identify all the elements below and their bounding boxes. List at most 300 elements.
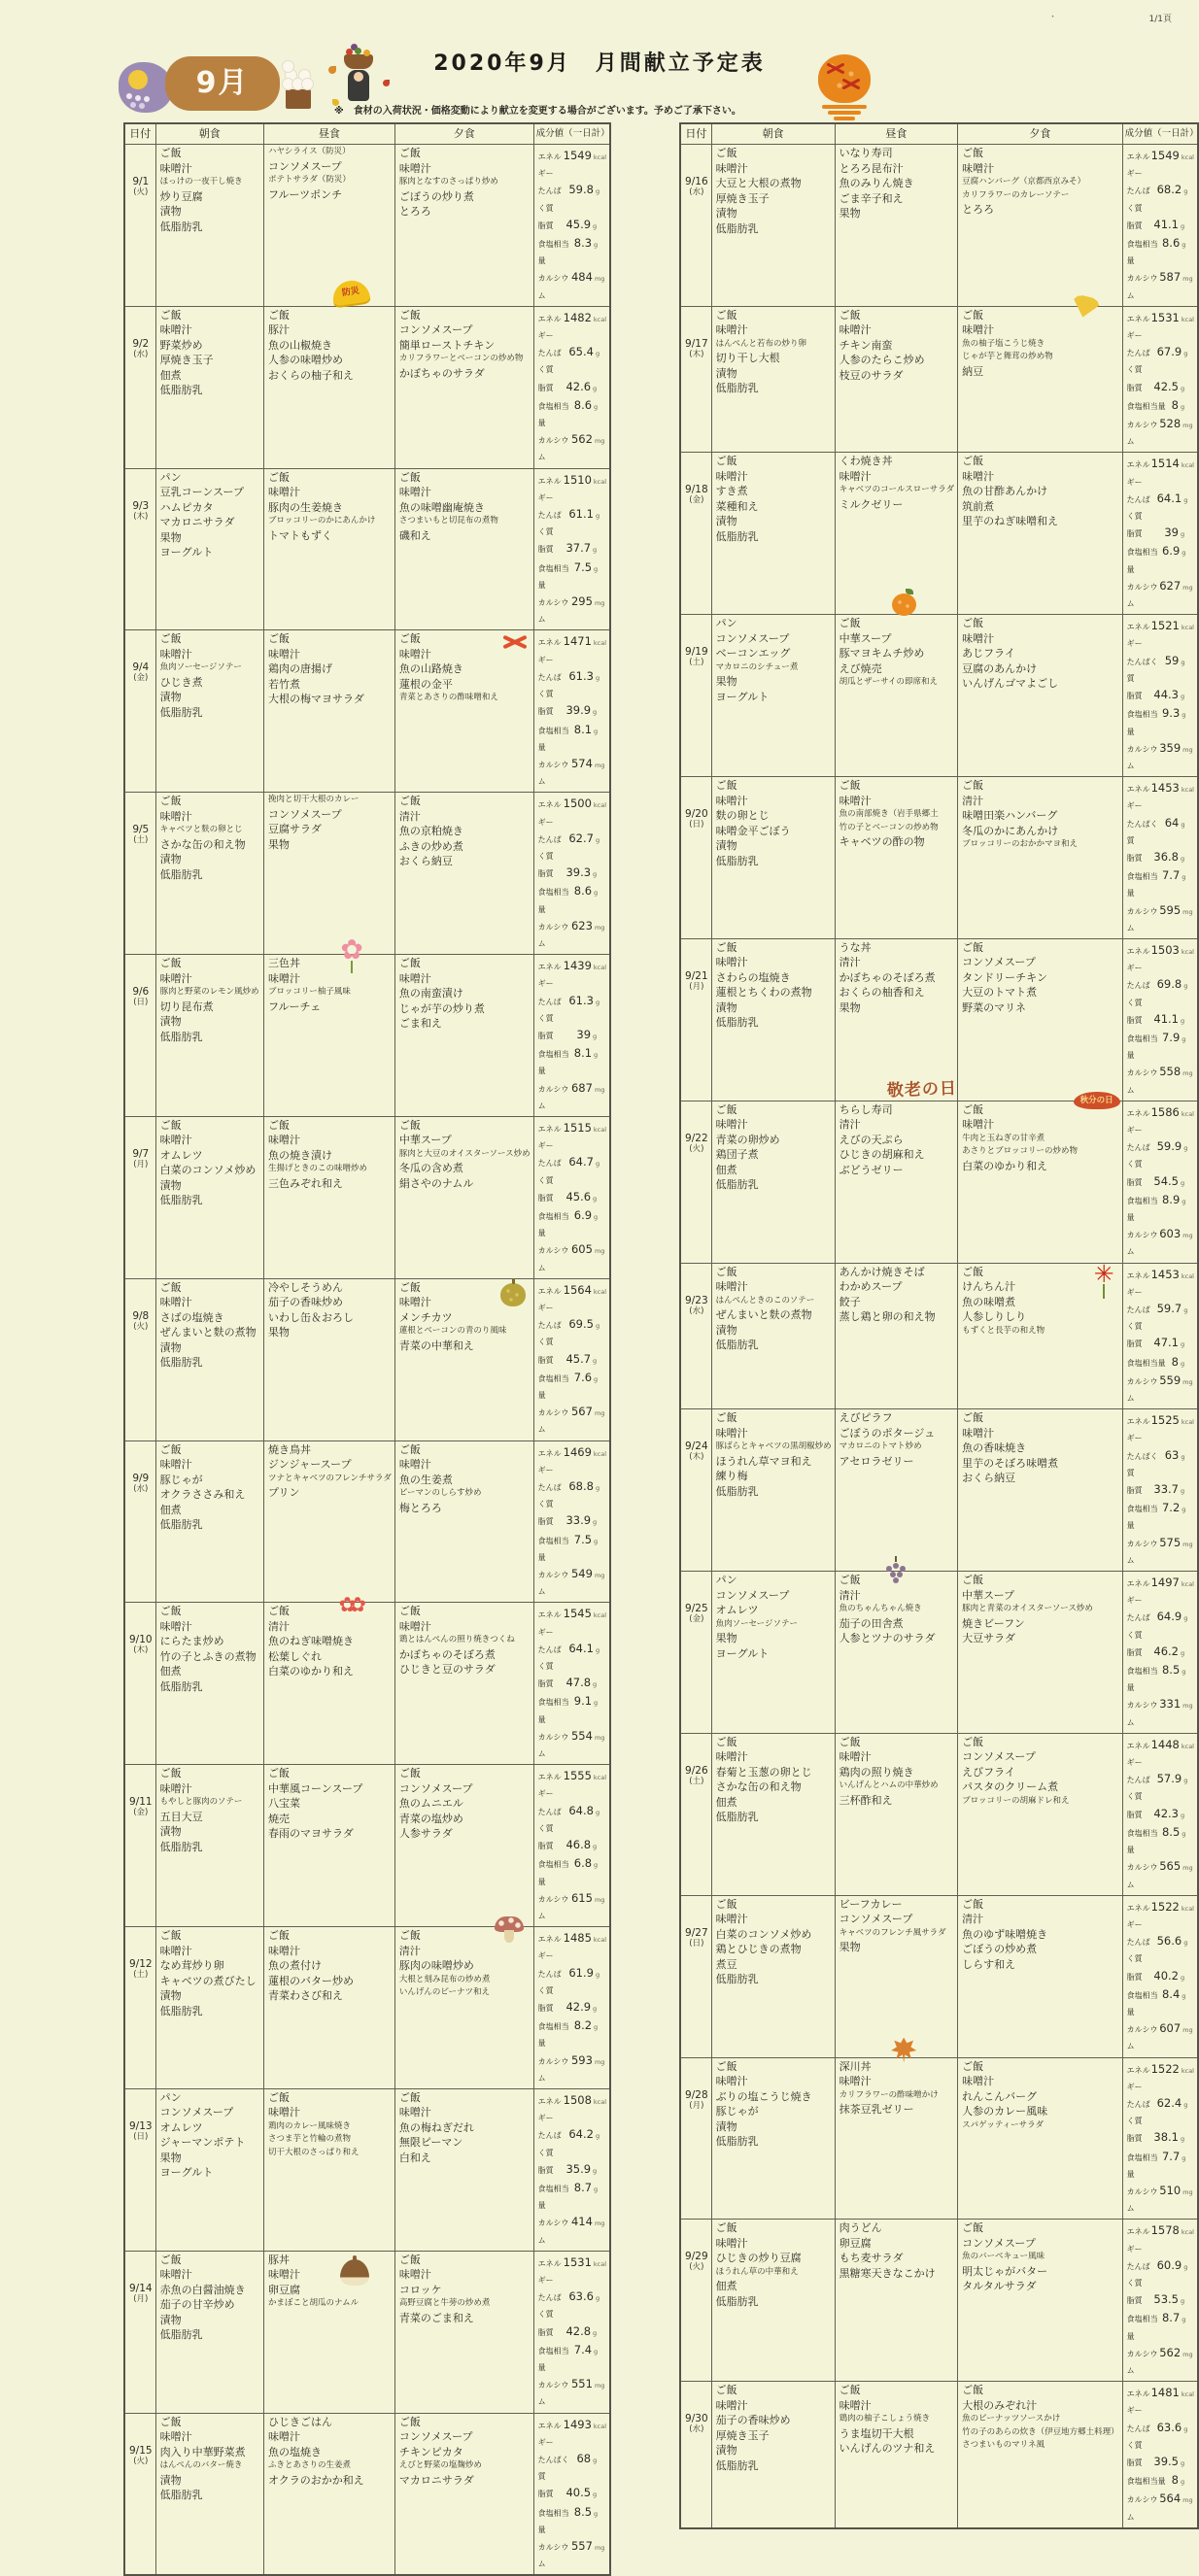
menu-item: 清汁 (962, 1913, 984, 1926)
menu-item: ご飯 (268, 308, 290, 322)
menu-item: ご飯 (962, 617, 984, 630)
lunch-cell (264, 468, 395, 630)
nutrition-label: カルシウム (1126, 744, 1158, 770)
menu-item: ふきの炒め煮 (398, 839, 463, 853)
menu-item: ご飯 (268, 1929, 290, 1943)
lunch-cell (835, 145, 958, 307)
nutrition-row (538, 1282, 606, 1316)
nutrition-label: たんぱく質 (1126, 1143, 1150, 1169)
menu-item: 低脂肪乳 (715, 221, 759, 235)
nutrition-unit: g (594, 2023, 599, 2032)
nutrition-row (1127, 2020, 1194, 2054)
menu-row (680, 1572, 1198, 1734)
nutrition-row (538, 593, 606, 627)
weekday-label: (土) (133, 1970, 149, 1981)
nutrition-label: エネルギー (537, 1448, 562, 1474)
nutrition-label: カルシウム (537, 1246, 569, 1272)
dinner-cell (958, 1409, 1123, 1572)
menu-item: コンソメスープ (398, 1781, 473, 1795)
menu-item: 切干大根のさっぱり和え (268, 2147, 360, 2157)
nutrition-unit: g (594, 727, 599, 735)
date-cell (680, 1101, 711, 1263)
menu-row (680, 1101, 1198, 1263)
nutrition-unit: g (1181, 1340, 1185, 1349)
menu-row (680, 1263, 1198, 1409)
nutrition-unit: g (595, 350, 600, 358)
menu-item: チキン南蛮 (839, 338, 893, 352)
menu-item: ご飯 (962, 1574, 984, 1587)
menu-item: 厚焼き玉子 (715, 191, 770, 205)
nutrition-cell (533, 2413, 610, 2575)
menu-item: フルーツポンチ (268, 187, 343, 201)
nutrition-label: たんぱく質 (1126, 1938, 1150, 1964)
nutrition-unit: g (1181, 2459, 1185, 2467)
nutrition-unit: mg (1182, 1702, 1193, 1711)
menu-item: 低脂肪乳 (159, 1356, 203, 1370)
menu-item: 佃煮 (715, 1163, 737, 1176)
weekday-label: (月) (689, 2100, 704, 2111)
menu-item: 焼売 (268, 1812, 290, 1825)
date-label: 9/18 (685, 484, 708, 496)
nutrition-row (1127, 1354, 1194, 1373)
nutrition-row (538, 1837, 606, 1855)
menu-item: もち麦サラダ (839, 2252, 904, 2265)
menu-item: 果物 (715, 675, 737, 689)
menu-item: ブロッコリー柚子風味 (268, 987, 351, 998)
nutrition-unit: g (595, 512, 600, 521)
menu-item: キャベツと麩の卵とじ (159, 825, 243, 835)
date-label: 9/9 (132, 1472, 150, 1484)
menu-table-second-half (679, 122, 1199, 2529)
nutrition-label: たんぱく質 (537, 2131, 562, 2157)
nutrition-value: 62.7 (568, 830, 594, 845)
nutrition-row (1127, 942, 1194, 976)
date-cell (680, 1895, 711, 2057)
dinner-cell (958, 1733, 1123, 1895)
nutrition-value: 6.9 (1161, 544, 1181, 559)
nutrition-label: 食塩相当量 (537, 1050, 569, 1076)
nutrition-row (538, 1606, 606, 1640)
date-cell (680, 1733, 711, 1895)
nutrition-value: 1525 (1150, 1413, 1180, 1428)
nutrition-label: 食塩相当量 (1126, 401, 1166, 411)
menu-item: 清汁 (839, 1588, 861, 1602)
menu-item: 魚の梅ねぎだれ (398, 2120, 474, 2134)
nutrition-row (1127, 1481, 1194, 1500)
lunch-cell (835, 2382, 958, 2528)
menu-item: オムレツ (715, 1604, 759, 1617)
nutrition-value: 1493 (563, 2417, 592, 2431)
nutrition-value: 41.1 (1153, 1011, 1179, 1026)
menu-change-notice: ※ 食材の入荷状況・価格変動により献立を変更する場合がございます。予めご了承下さい。 (334, 106, 741, 117)
date-cell (680, 2382, 711, 2528)
menu-item: えびの天ぷら (839, 1133, 904, 1146)
dragonfly-icon (826, 62, 845, 74)
menu-item: 低脂肪乳 (715, 1178, 759, 1192)
nutrition-label: エネルギー (1126, 785, 1150, 811)
nutrition-value: 1522 (1150, 2061, 1180, 2076)
menu-item: 梅とろろ (398, 1501, 442, 1514)
menu-item: ご飯 (398, 1605, 421, 1618)
nutrition-unit: mg (1182, 1069, 1193, 1078)
nutrition-row (1127, 2061, 1194, 2095)
nutrition-label: エネルギー (537, 963, 562, 989)
menu-item: 魚の山路焼き (398, 662, 463, 676)
breakfast-cell (155, 145, 263, 307)
date-cell (680, 938, 711, 1101)
nutrition-value: 593 (570, 2052, 593, 2067)
nutrition-label: たんぱく質 (1126, 657, 1158, 683)
nutrition-unit: kcal (1181, 461, 1194, 470)
nutrition-label: 脂質 (1126, 1810, 1143, 1819)
menu-item: 味噌汁 (962, 1426, 995, 1440)
nutrition-unit: kcal (593, 1287, 607, 1296)
dinner-cell (958, 1895, 1123, 2057)
menu-item: 漬物 (159, 2473, 182, 2487)
nutrition-unit: g (594, 1374, 599, 1383)
menu-item: ご飯 (962, 308, 984, 322)
breakfast-cell (711, 1409, 835, 1572)
menu-item: ご飯 (715, 2059, 737, 2073)
nutrition-cell (1122, 2057, 1198, 2220)
nutrition-row (538, 1351, 606, 1370)
date-cell (124, 1278, 155, 1441)
nutrition-value: 64.9 (1156, 1610, 1182, 1624)
menu-item: いんげんとハムの中華炒め (839, 1780, 939, 1791)
nutrition-unit: g (1183, 2262, 1188, 2271)
nutrition-label: たんぱく質 (537, 1807, 562, 1833)
nutrition-row (538, 1207, 606, 1241)
date-cell (680, 145, 711, 307)
menu-item: もやしと豚肉のソテー (159, 1797, 243, 1808)
nutrition-label: たんぱく質 (1126, 186, 1150, 213)
menu-item: 清汁 (839, 956, 861, 969)
nutrition-row (538, 2017, 606, 2051)
nutrition-value: 1469 (563, 1444, 592, 1459)
menu-item: さつま芋と竹輪の煮物 (268, 2134, 352, 2145)
nutrition-unit: g (1182, 1991, 1186, 2000)
nutrition-value: 1564 (563, 1282, 592, 1297)
nutrition-row (538, 2538, 606, 2572)
nutrition-row (538, 1316, 606, 1350)
menu-item: ぜんまいと麩の煮物 (715, 1308, 812, 1322)
menu-item: 味噌汁 (159, 1619, 192, 1633)
document-header (0, 0, 1199, 122)
menu-item: コンソメスープ (268, 159, 342, 173)
menu-item: ご飯 (839, 779, 861, 793)
dinner-cell (394, 1603, 533, 1765)
menu-item: 魚の生姜煮 (398, 1473, 453, 1486)
nutrition-value: 1510 (563, 472, 592, 487)
nutrition-row (538, 1930, 606, 1964)
menu-item: 白菜のゆかり和え (962, 1159, 1048, 1172)
nutrition-unit: kcal (593, 2259, 607, 2268)
menu-item: 味噌汁 (159, 971, 192, 985)
menu-item: ごぼうのポタージュ (839, 1426, 936, 1440)
nutrition-cell (533, 2088, 610, 2251)
menu-item: ぶどうゼリー (839, 1163, 904, 1176)
menu-item: 大根のみぞれ汁 (962, 2398, 1038, 2412)
menu-item: 肉入り中華野菜煮 (159, 2445, 246, 2458)
dinner-cell (958, 2382, 1123, 2528)
menu-item: フルーチェ (268, 1000, 322, 1013)
menu-item: ご飯 (962, 1735, 984, 1748)
dinner-cell (958, 938, 1123, 1101)
nutrition-label: 脂質 (1126, 1647, 1143, 1657)
nutrition-unit: g (595, 1645, 600, 1654)
dinner-cell (394, 2088, 533, 2251)
menu-item: 茄子の田舎煮 (839, 1616, 904, 1630)
weekday-label: (水) (689, 1305, 704, 1316)
nutrition-value: 67.9 (1156, 345, 1182, 359)
menu-item: 納豆 (962, 364, 984, 378)
nutrition-value: 42.8 (565, 2323, 592, 2338)
nutrition-unit: g (594, 1537, 599, 1545)
menu-row (680, 1895, 1198, 2057)
nutrition-unit: g (1183, 2424, 1188, 2433)
breakfast-cell (711, 2057, 835, 2220)
nutrition-unit: kcal (1181, 786, 1194, 795)
menu-item: ちらし寿司 (839, 1102, 893, 1116)
menu-item: 佃煮 (715, 2280, 737, 2293)
nutrition-value: 57.9 (1156, 1772, 1182, 1786)
menu-item: 竹の子とふきの煮物 (159, 1649, 257, 1663)
nutrition-cell (533, 468, 610, 630)
nutrition-unit: g (594, 2509, 599, 2518)
nutrition-value: 1508 (563, 2092, 592, 2107)
menu-item: 低脂肪乳 (159, 384, 203, 397)
lunch-cell (264, 1765, 395, 1927)
nutrition-cell (533, 1603, 610, 1765)
menu-item: 漬物 (159, 691, 182, 704)
nutrition-value: 69.8 (1156, 977, 1182, 992)
nutrition-unit: mg (1182, 2350, 1193, 2358)
nutrition-label: カルシウム (537, 1732, 569, 1759)
menu-item: 煮豆 (715, 1957, 737, 1971)
date-cell (680, 1409, 711, 1572)
nutrition-row (1127, 1609, 1194, 1643)
menu-item: 赤魚の白醤油焼き (159, 2283, 246, 2296)
menu-item: ビーフカレー (839, 1897, 903, 1911)
date-label: 9/30 (685, 2413, 708, 2425)
nutrition-unit: g (1183, 1144, 1188, 1153)
nutrition-value: 565 (1159, 1859, 1182, 1874)
weekday-label: (月) (133, 1159, 149, 1169)
nutrition-unit: g (594, 889, 599, 898)
nutrition-unit: kcal (1181, 2390, 1194, 2399)
nutrition-label: 脂質 (537, 383, 554, 392)
nutrition-row (538, 1404, 606, 1438)
nutrition-cell (1122, 938, 1198, 1101)
menu-item: パン (159, 470, 182, 484)
nutrition-unit: mg (594, 1085, 605, 1094)
nutrition-label: たんぱく質 (537, 1159, 562, 1185)
menu-item: 味噌汁 (159, 2430, 192, 2444)
menu-row (680, 1409, 1198, 1572)
menu-item: ご飯 (839, 1735, 861, 1748)
nutrition-unit: mg (1182, 422, 1193, 430)
menu-item: くわ焼き丼 (839, 455, 893, 468)
nutrition-row (1127, 2385, 1194, 2419)
nutrition-unit: g (595, 835, 600, 844)
nutrition-row (1127, 2291, 1194, 2310)
nutrition-value: 595 (1159, 902, 1182, 917)
nutrition-unit: g (1183, 187, 1188, 196)
menu-item: スパゲッティーサラダ (962, 2119, 1045, 2130)
menu-item: もずくと長芋の和え物 (962, 1325, 1045, 1336)
nutrition-label: 脂質 (1126, 2458, 1143, 2467)
nutrition-row (1127, 653, 1194, 687)
weekday-label: (日) (133, 998, 149, 1008)
menu-item: おくらの柚香和え (839, 986, 925, 1000)
menu-item: 低脂肪乳 (159, 1194, 203, 1207)
menu-item: 白菜のゆかり和え (268, 1665, 354, 1678)
nutrition-row (538, 397, 606, 431)
menu-item: さかな缶の和え物 (159, 837, 246, 851)
menu-item: ご飯 (962, 2059, 984, 2073)
nutrition-unit: g (1181, 384, 1185, 392)
menu-item: 低脂肪乳 (159, 2489, 203, 2502)
nutrition-label: 脂質 (537, 2327, 554, 2337)
nutrition-unit: g (593, 546, 598, 555)
menu-item: 魚のピーナッツソースかけ (962, 2414, 1061, 2424)
nutrition-label: 食塩相当量 (537, 888, 569, 914)
nutrition-unit: g (594, 1699, 599, 1708)
menu-item: 青菜の塩炒め (398, 1812, 463, 1825)
nutrition-value: 562 (570, 432, 593, 447)
weekday-label: (金) (133, 673, 149, 684)
nutrition-label: エネルギー (1126, 1108, 1150, 1135)
menu-item: 練り梅 (715, 1470, 748, 1483)
nutrition-row (1127, 1173, 1194, 1192)
menu-item: ご飯 (839, 2384, 861, 2397)
nutrition-row (538, 668, 606, 702)
date-cell (124, 145, 155, 307)
menu-item: 魚の塩焼き (268, 2445, 322, 2458)
nutrition-value: 1471 (563, 634, 592, 649)
nutrition-row (1127, 1858, 1194, 1892)
nutrition-label: エネルギー (537, 1773, 562, 1799)
nutrition-row (1127, 1644, 1194, 1662)
nutrition-value: 46.2 (1153, 1644, 1179, 1658)
menu-item: ツナとキャベツのフレンチサラダ (268, 1473, 392, 1483)
menu-item: ほうれん草の中華和え (715, 2266, 799, 2277)
nutrition-cell (1122, 2382, 1198, 2528)
nutrition-row (538, 1999, 606, 2017)
nutrition-unit: g (1183, 495, 1188, 504)
nutrition-cell (533, 955, 610, 1117)
nutrition-value: 510 (1159, 2183, 1182, 2197)
flowers-icon: ✿✿ (338, 1593, 360, 1617)
menu-item: ご飯 (962, 1265, 984, 1278)
nutrition-label: 脂質 (537, 1193, 554, 1203)
nutrition-value: 575 (1159, 1535, 1182, 1549)
menu-item: 胡瓜とザーサイの即席和え (839, 677, 939, 688)
dinner-cell (958, 615, 1123, 777)
nutrition-value: 36.8 (1153, 849, 1179, 864)
menu-item: 味噌汁 (268, 971, 300, 985)
menu-item: 果物 (268, 837, 290, 851)
nutrition-row (1127, 2472, 1194, 2491)
menu-item: 味噌汁 (398, 971, 431, 985)
nutrition-value: 8.6 (1161, 236, 1181, 251)
nutrition-value: 64.7 (568, 1155, 594, 1169)
nutrition-label: カルシウム (1126, 582, 1158, 609)
nutrition-label: 脂質 (1126, 2134, 1143, 2144)
menu-item: コンソメスープ (398, 2430, 473, 2444)
nutrition-unit: g (594, 1212, 599, 1221)
menu-item: ご飯 (715, 779, 737, 793)
dinner-cell (394, 145, 533, 307)
menu-item: じゃが芋と舞茸の炒め物 (962, 352, 1053, 362)
menu-item: 鶏肉の柚子こしょう焼き (839, 2414, 931, 2424)
date-label: 9/20 (685, 808, 708, 821)
nutrition-unit: g (595, 2294, 600, 2303)
nutrition-unit: g (1183, 2100, 1188, 2109)
menu-item: 野菜のマリネ (962, 1000, 1026, 1014)
menu-item: 白菜のコンソメ炒め (159, 1164, 257, 1177)
date-cell (680, 2220, 711, 2382)
menu-item: 豚じゃが (159, 1473, 203, 1486)
nutrition-label: 食塩相当量 (537, 401, 569, 428)
nutrition-label: 食塩相当量 (537, 240, 569, 266)
dinner-cell (394, 2413, 533, 2575)
menu-item: 味噌汁 (398, 2106, 431, 2119)
menu-item: ご飯 (398, 1929, 421, 1943)
nutrition-row (1127, 217, 1194, 235)
nutrition-row (1127, 687, 1194, 705)
menu-item: 味噌汁 (159, 1458, 192, 1472)
nutrition-row (1127, 1011, 1194, 1030)
menu-item: 果物 (839, 1941, 861, 1954)
menu-item: はんぺんのバター焼き (159, 2460, 243, 2471)
nutrition-unit: g (1182, 1034, 1186, 1043)
nutrition-row (1127, 740, 1194, 774)
nutrition-value: 1531 (563, 2254, 592, 2269)
menu-item: 豚肉となすのさっぱり炒め (398, 177, 498, 186)
nutrition-label: 食塩相当量 (1126, 2315, 1158, 2341)
nutrition-unit: g (1181, 854, 1185, 863)
nutrition-label: たんぱく質 (537, 1969, 562, 1995)
menu-item: 低脂肪乳 (715, 382, 759, 395)
menu-item: 中華風コーンスープ (268, 1781, 363, 1795)
nutrition-label: 脂質 (537, 707, 554, 717)
nutrition-unit: kcal (1181, 1904, 1194, 1913)
nutrition-value: 33.9 (565, 1513, 592, 1528)
nutrition-value: 8.1 (573, 1046, 593, 1061)
col-header-date: 日付 (680, 123, 711, 145)
menu-item: 低脂肪乳 (715, 1811, 759, 1824)
higanbana-icon: ✳ (1094, 1262, 1114, 1299)
menu-row (680, 2382, 1198, 2528)
menu-item: ご飯 (715, 1265, 737, 1278)
menu-item: 低脂肪乳 (715, 854, 759, 867)
nutrition-row (1127, 1575, 1194, 1609)
nutrition-cell (533, 1765, 610, 1927)
nutrition-row (1127, 2129, 1194, 2148)
nutrition-row (538, 1728, 606, 1762)
menu-item: 挽肉と切干大根のカレー (268, 795, 360, 805)
nutrition-label: エネルギー (1126, 1579, 1150, 1606)
menu-item: 卵豆腐 (268, 2283, 300, 2296)
menu-item: 豚肉と大豆のオイスターソース炒め (398, 1148, 531, 1159)
nutrition-unit: kcal (1181, 153, 1194, 161)
date-cell (124, 2088, 155, 2251)
nutrition-cell (1122, 1263, 1198, 1409)
nutrition-row (1127, 867, 1194, 901)
lunch-cell (835, 1263, 958, 1409)
nutrition-row (538, 830, 606, 864)
